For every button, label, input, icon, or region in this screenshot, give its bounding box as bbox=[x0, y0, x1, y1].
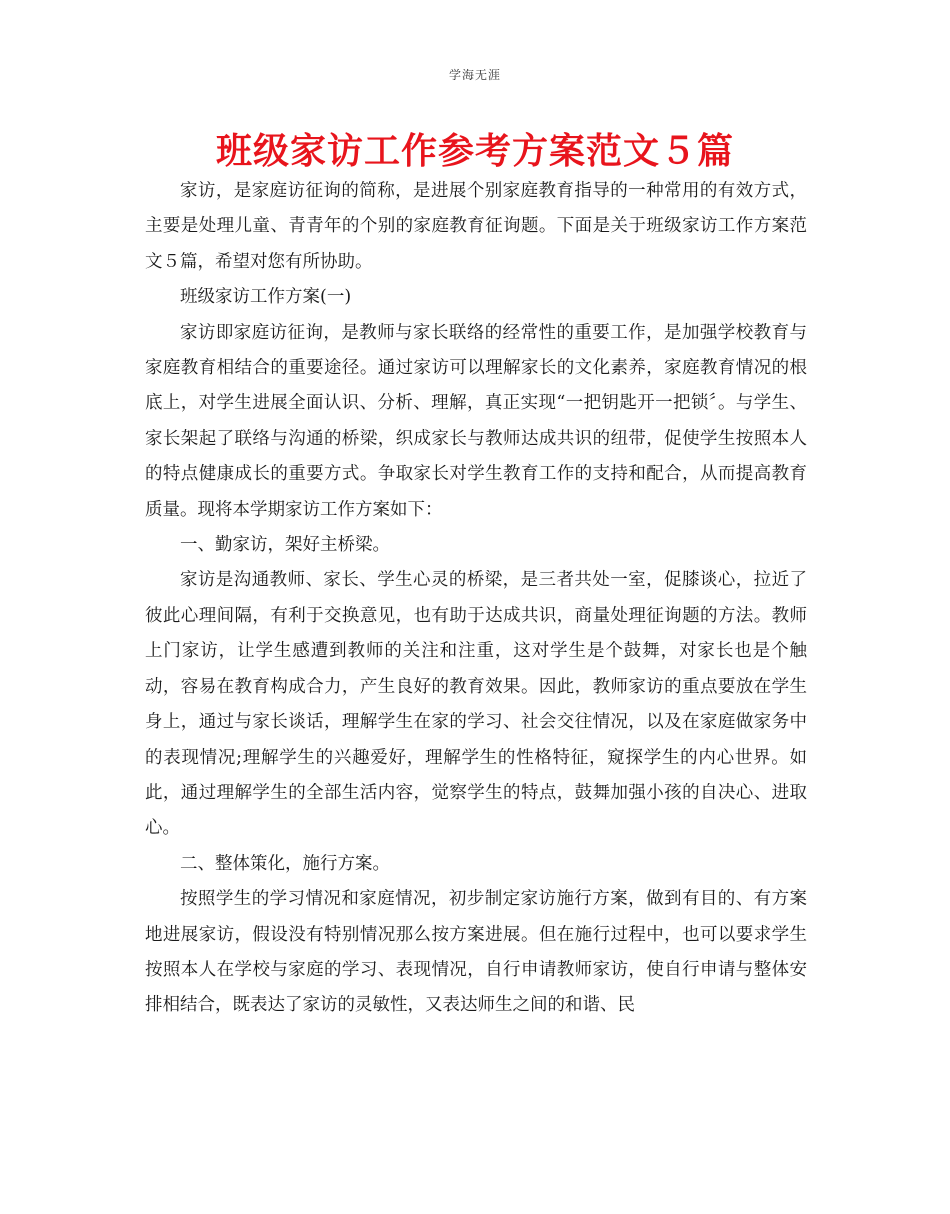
subsection-heading: 一、勤家访，架好主桥梁。 bbox=[180, 535, 390, 556]
subsection-heading: 二、整体策化，施行方案。 bbox=[180, 853, 390, 874]
intro-paragraph: 家访，是家庭访征询的简称，是进展个别家庭教育指导的一种常用的有效方式，主要是处理儿童、青青年的个别的家庭教育征询题。下面是关于班级家访工作方案范文５篇，希望对您有所协助。 bbox=[145, 181, 807, 272]
section-heading: 班级家访工作方案(一) bbox=[180, 287, 352, 308]
body-paragraph: 家访是沟通教师、家长、学生心灵的桥梁，是三者共处一室，促膝谈心，拉近了彼此心理间隔，有利于交换意见，也有助于达成共识，商量处理征询题的方法。教师上门家访，让学生感遭到教师的关注和注重，这对学生是个鼓舞，对家长也是个触动，容易在教育构成合力，产生良好的教育效果。因此，教师家访的重点要放在学生身上，通过与家长谈话，理解学生在家的学习、社会交往情况，以及在家庭做家务中的表现情况;理解学生的兴趣爱好，理解学生的性格特征，窥探学生的内心世界。如此，通过理解学生的全部生活内容，觉察学生的特点，鼓舞加强小孩的自决心、进取心。 bbox=[145, 570, 807, 839]
body-paragraph: 按照学生的学习情况和家庭情况，初步制定家访施行方案，做到有目的、有方案地进展家访，假设没有特别情况那么按方案进展。但在施行过程中，也可以要求学生按照本人在学校与家庭的学习、表现情况，自行申请教师家访，使自行申请与整体安排相结合，既表达了家访的灵敏性，又表达师生之间的和谐、民 bbox=[145, 889, 807, 1016]
body-paragraph: 家访即家庭访征询，是教师与家长联络的经常性的重要工作，是加强学校教育与家庭教育相结合的重要途径。通过家访可以理解家长的文化素养，家庭教育情况的根底上，对学生进展全面认识、分析、理解，真正实现“一把钥匙开一把锁〞。与学生、家长架起了联络与沟通的桥梁，织成家长与教师达成共识的纽带，促使学生按照本人的特点健康成长的重要方式。争取家长对学生教育工作的支持和配合，从而提高教育质量。现将本学期家访工作方案如下： bbox=[145, 322, 807, 520]
page-header: 学海无涯 bbox=[448, 68, 501, 82]
document-body bbox=[145, 174, 807, 1024]
document-title: 班级家访工作参考方案范文５篇 bbox=[215, 131, 734, 172]
